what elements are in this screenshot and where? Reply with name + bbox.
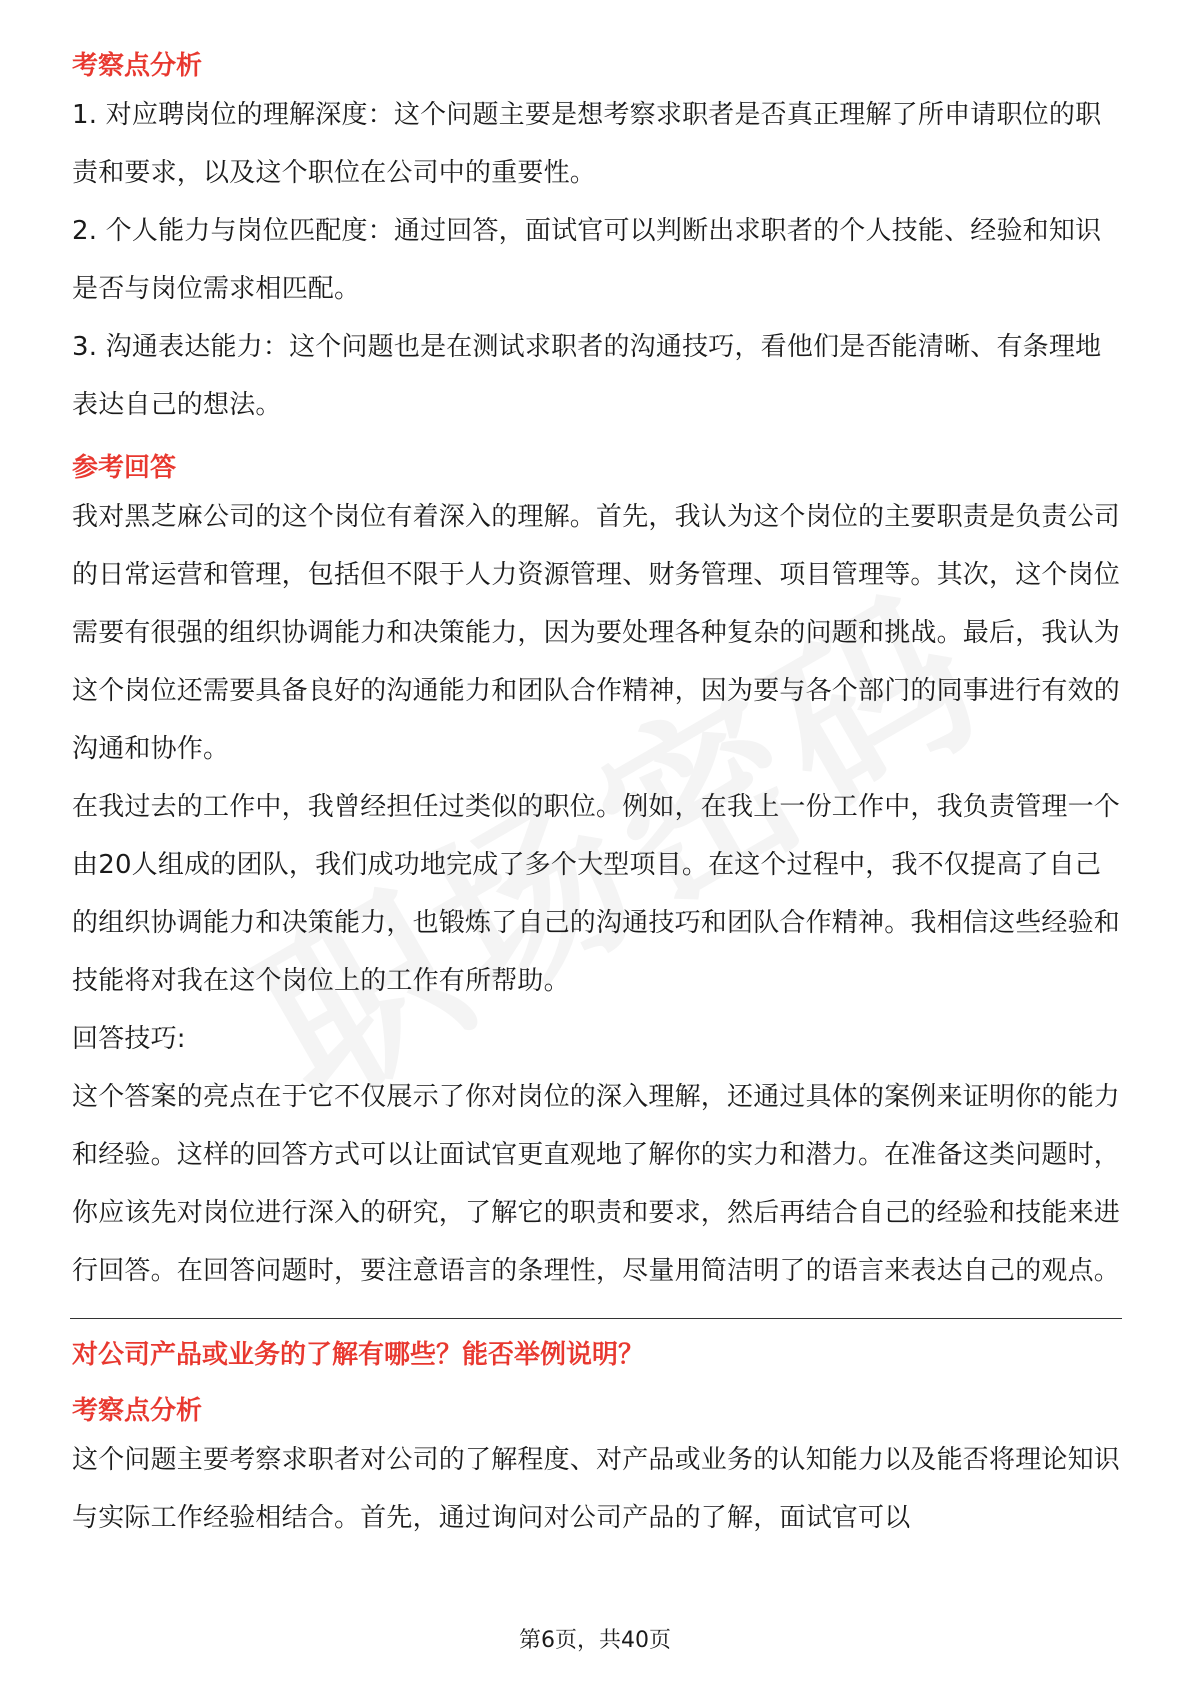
- tips-text: 这个答案的亮点在于它不仅展示了你对岗位的深入理解，还通过具体的案例来证明你的能力和经验。这样的回答方式可以让面试官更直观地了解你的实力和潜力。在准备这类问题时，你应该先对岗位进行深入的研究，了解它的职责和要求，然后再结合自己的经验和技能来进行回答。在回答问题时，要注意语言的条理性，尽量用简洁明了的语言来表达自己的观点。: [72, 1082, 1121, 1286]
- analysis-point: 3. 沟通表达能力：这个问题也是在测试求职者的沟通技巧，看他们是否能清晰、有条理地表达自己的想法。: [72, 332, 1102, 420]
- analysis-point: 1. 对应聘岗位的理解深度：这个问题主要是想考察求职者是否真正理解了所申请职位的职责和要求，以及这个职位在公司中的重要性。: [72, 100, 1102, 188]
- page-number: 第6页，共40页: [519, 1628, 671, 1653]
- section-divider: [70, 1318, 1122, 1319]
- analysis-point: 2. 个人能力与岗位匹配度：通过回答，面试官可以判断出求职者的个人技能、经验和知识是否与岗位需求相匹配。: [72, 216, 1102, 304]
- tips-label: 回答技巧:: [72, 1024, 186, 1054]
- answer-heading: 参考回答: [72, 453, 177, 483]
- answer-paragraph: 在我过去的工作中，我曾经担任过类似的职位。例如，在我上一份工作中，我负责管理一个由20人组成的团队，我们成功地完成了多个大型项目。在这个过程中，我不仅提高了自己的组织协调能力和决策能力，也锻炼了自己的沟通技巧和团队合作精神。我相信这些经验和技能将对我在这个岗位上的工作有所帮助。: [72, 792, 1121, 996]
- analysis-text: 这个问题主要考察求职者对公司的了解程度、对产品或业务的认知能力以及能否将理论知识与实际工作经验相结合。首先，通过询问对公司产品的了解，面试官可以: [72, 1445, 1121, 1533]
- analysis-heading: 考察点分析: [72, 1396, 203, 1426]
- answer-paragraph: 我对黑芝麻公司的这个岗位有着深入的理解。首先，我认为这个岗位的主要职责是负责公司的日常运营和管理，包括但不限于人力资源管理、财务管理、项目管理等。其次，这个岗位需要有很强的组织协调能力和决策能力，因为要处理各种复杂的问题和挑战。最后，我认为这个岗位还需要具备良好的沟通能力和团队合作精神，因为要与各个部门的同事进行有效的沟通和协作。: [72, 502, 1121, 764]
- question-title: 对公司产品或业务的了解有哪些？能否举例说明？: [72, 1340, 645, 1370]
- analysis-heading: 考察点分析: [72, 51, 203, 81]
- page-content: [72, 46, 1122, 1547]
